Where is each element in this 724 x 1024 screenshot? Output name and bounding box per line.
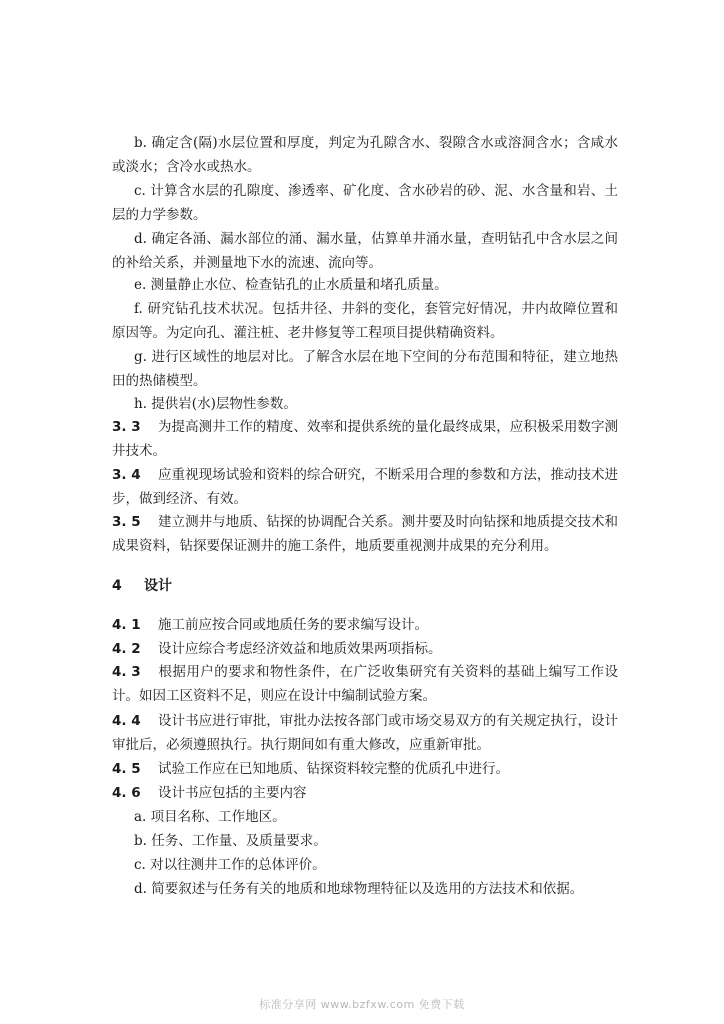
item-4-b: [112, 829, 618, 853]
item-label: e.: [134, 277, 147, 293]
clause-4-4: [112, 709, 618, 757]
clause-text: 设计应综合考虑经济效益和地质效果两项指标。: [158, 641, 442, 657]
clause-number: 3. 5: [112, 514, 141, 530]
item-label: f.: [134, 301, 143, 317]
footer-watermark: 标准分享网 www.bzfxw.com 免费下载: [259, 998, 465, 1011]
item-3-h: [112, 392, 618, 416]
section-number: 4: [112, 578, 122, 594]
clause-4-6: [112, 781, 618, 805]
clause-text: 试验工作应在已知地质、钻探资料较完整的优质孔中进行。: [158, 761, 509, 777]
clause-text: 根据用户的要求和物性条件，在广泛收集研究有关资料的基础上编写工作设计。如因工区资料不足，则应在设计中编制试验方案。: [112, 664, 618, 704]
item-4-a: [112, 805, 618, 829]
item-4-d: [112, 877, 618, 901]
clause-text: 设计书应包括的主要内容: [158, 785, 307, 801]
clause-number: 4. 5: [112, 761, 141, 777]
item-text: 项目名称、工作地区。: [150, 809, 286, 825]
item-text: 确定含(隔)水层位置和厚度，判定为孔隙含水、裂隙含水或溶洞含水；含咸水或淡水；含冷水或热水。: [112, 135, 618, 175]
clause-number: 3. 3: [112, 419, 141, 435]
item-3-e: [112, 273, 618, 297]
item-3-c: [112, 179, 618, 227]
item-text: 确定各涌、漏水部位的涌、漏水量，估算单井涌水量，查明钻孔中含水层之间的补给关系，并测量地下水的流速、流向等。: [112, 231, 619, 271]
clause-number: 3. 4: [112, 467, 141, 483]
clause-text: 设计书应进行审批，审批办法按各部门或市场交易双方的有关规定执行，设计审批后，必须遵照执行。执行期间如有重大修改，应重新审批。: [112, 713, 618, 753]
item-text: 计算含水层的孔隙度、渗透率、矿化度、含水砂岩的砂、泥、水含量和岩、土层的力学参数。: [112, 183, 619, 223]
item-label: c.: [134, 857, 146, 873]
item-text: 测量静止水位、检查钻孔的止水质量和堵孔质量。: [150, 277, 448, 293]
clause-text: 建立测井与地质、钻探的协调配合关系。测井要及时向钻探和地质提交技术和成果资料，钻探要保证测井的施工条件，地质要重视测井成果的充分利用。: [112, 514, 618, 554]
item-3-g: [112, 345, 618, 393]
item-3-d: [112, 227, 618, 275]
item-label: d.: [134, 231, 147, 247]
clause-number: 4. 3: [112, 664, 141, 680]
clause-3-5: [112, 510, 618, 558]
item-4-c: [112, 853, 618, 877]
item-text: 提供岩(水)层物性参数。: [151, 396, 297, 412]
clause-4-2: [112, 637, 618, 661]
clause-number: 4. 4: [112, 713, 141, 729]
item-label: a.: [134, 809, 147, 825]
item-text: 简要叙述与任务有关的地质和地球物理特征以及选用的方法技术和依据。: [151, 881, 584, 897]
clause-number: 4. 6: [112, 785, 141, 801]
clause-number: 4. 1: [112, 617, 141, 633]
item-label: c.: [134, 183, 146, 199]
item-3-b: [112, 131, 618, 179]
item-text: 研究钻孔技术状况。包括井径、井斜的变化，套管完好情况，井内故障位置和原因等。为定向孔、灌注桩、老井修复等工程项目提供精确资料。: [112, 301, 619, 341]
item-label: d.: [134, 881, 147, 897]
clause-text: 施工前应按合同或地质任务的要求编写设计。: [158, 617, 428, 633]
clause-text: 应重视现场试验和资料的综合研究，不断采用合理的参数和方法，推动技术进步，做到经济、有效。: [112, 467, 618, 507]
clause-number: 4. 2: [112, 641, 141, 657]
item-3-f: [112, 297, 618, 345]
item-text: 进行区域性的地层对比。了解含水层在地下空间的分布范围和特征，建立地热田的热储模型。: [112, 349, 619, 389]
clause-3-4: [112, 463, 618, 511]
item-label: b.: [134, 135, 147, 151]
clause-4-1: [112, 613, 618, 637]
clause-4-3: [112, 660, 618, 708]
clause-3-3: [112, 415, 618, 463]
item-label: h.: [134, 396, 147, 412]
clause-text: 为提高测井工作的精度、效率和提供系统的量化最终成果，应积极采用数字测井技术。: [112, 419, 618, 459]
clause-4-5: [112, 757, 618, 781]
item-label: b.: [134, 833, 147, 849]
section-title: 设计: [144, 578, 172, 594]
item-text: 任务、工作量、及质量要求。: [151, 833, 327, 849]
item-label: g.: [134, 349, 147, 365]
item-text: 对以往测井工作的总体评价。: [150, 857, 326, 873]
section-heading: [112, 574, 172, 598]
